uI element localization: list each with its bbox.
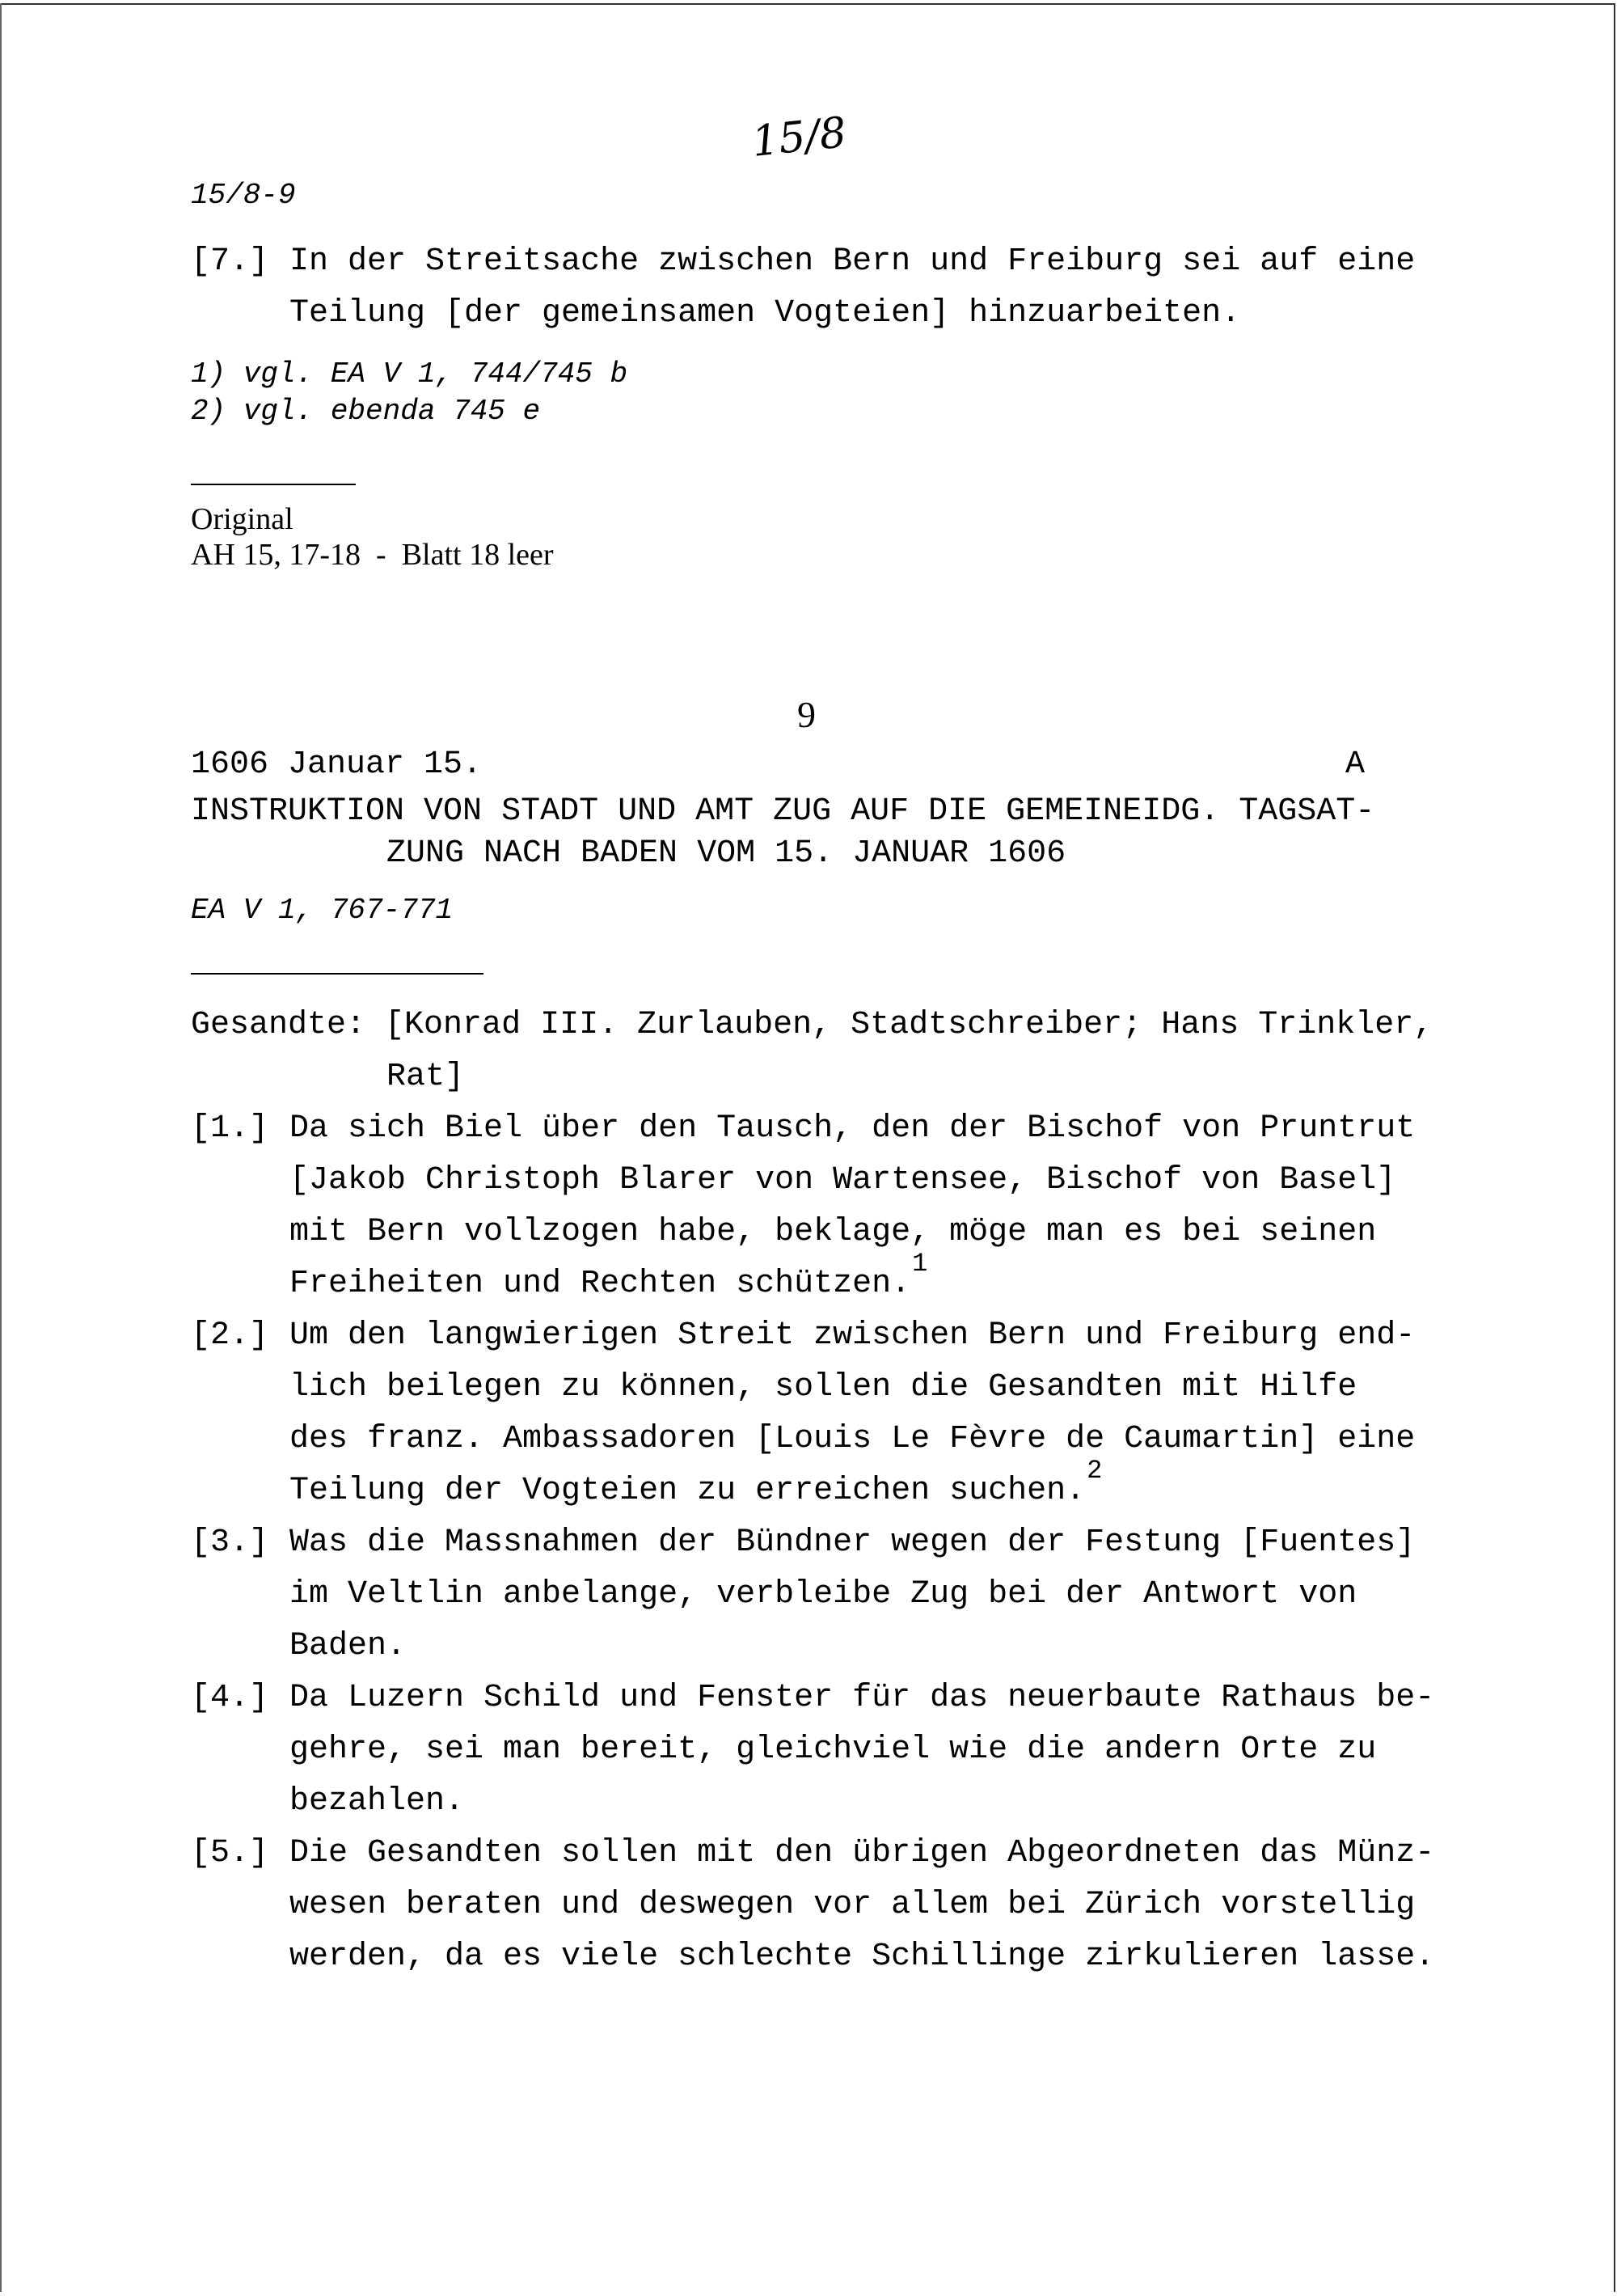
item-number: [3.] [191,1524,269,1561]
footnote-marker: 2 [1087,1456,1103,1486]
entry-number: 9 [797,694,816,735]
item-line: werden, da es viele schlechte Schillinge zirkulieren lasse. [289,1939,1435,1975]
item-line-with-note [289,1249,928,1311]
entry-date: 1606 Januar 15. [191,746,483,783]
envoys-line-2: Rat] [386,1059,465,1095]
envoys-line-1: Gesandte: [Konrad III. Zurlauben, Stadtschreiber; Hans Trinkler, [191,1007,1433,1043]
item-line: wesen beraten und deswegen vor allem bei Zürich vorstellig [289,1887,1416,1923]
item-line: Baden. [289,1628,407,1664]
item-line: Was die Massnahmen der Bündner wegen der Festung [Fuentes] [289,1524,1416,1561]
item-line: bezahlen. [289,1783,465,1820]
item-line: gehre, sei man bereit, gleichviel wie die andern Orte zu [289,1732,1377,1768]
item-line: Freiheiten und Rechten schützen. [289,1266,911,1302]
scan-border-left [0,3,2,2292]
item-line: Um den langwierigen Streit zwischen Bern und Freiburg end- [289,1317,1416,1354]
footnote-2: 2) vgl. ebenda 745 e [191,395,541,428]
item-number: [5.] [191,1835,269,1871]
ea-reference: EA V 1, 767-771 [191,894,454,927]
item-line: Da sich Biel über den Tausch, den der Bischof von Pruntrut [289,1110,1416,1147]
scan-border-right [1614,3,1615,2292]
footnote-marker: 1 [912,1249,928,1279]
page-reference: 15/8-9 [191,179,296,212]
separator-rule [191,973,483,975]
item-line: des franz. Ambassadoren [Louis Le Fèvre de Caumartin] eine [289,1421,1416,1457]
item-line: mit Bern vollzogen habe, beklage, möge man es bei seinen [289,1214,1377,1250]
item-line: lich beilegen zu können, sollen die Gesandten mit Hilfe [289,1369,1357,1406]
item-line: im Veltlin anbelange, verbleibe Zug bei der Antwort von [289,1576,1357,1613]
item-line: Da Luzern Schild und Fenster für das neuerbaute Rathaus be- [289,1680,1435,1716]
handwritten-folio-number: 15/8 [749,108,849,167]
entry-letter: A [1345,746,1366,783]
item-line: Teilung der Vogteien zu erreichen suchen. [289,1473,1086,1509]
entry-title-line-1: INSTRUKTION VON STADT UND AMT ZUG AUF DIE GEMEINEIDG. TAGSAT- [191,793,1375,830]
footnote-1: 1) vgl. EA V 1, 744/745 b [191,357,628,391]
item-number: [2.] [191,1317,269,1354]
separator-rule [191,484,356,485]
source-label: Original [191,502,293,536]
item-line: Teilung [der gemeinsamen Vogteien] hinzuarbeiten. [289,295,1241,332]
item-number: [1.] [191,1110,269,1147]
item-line: [Jakob Christoph Blarer von Wartensee, Bischof von Basel] [289,1162,1396,1199]
item-number: [7.] [191,243,269,280]
item-line-with-note [289,1456,1103,1518]
item-line: In der Streitsache zwischen Bern und Freiburg sei auf eine [289,243,1416,280]
entry-title-line-2: ZUNG NACH BADEN VOM 15. JANUAR 1606 [386,835,1066,872]
scan-border-top [0,3,1615,5]
item-line: Die Gesandten sollen mit den übrigen Abgeordneten das Münz- [289,1835,1435,1871]
item-number: [4.] [191,1680,269,1716]
source-reference: AH 15, 17-18 - Blatt 18 leer [191,538,554,572]
